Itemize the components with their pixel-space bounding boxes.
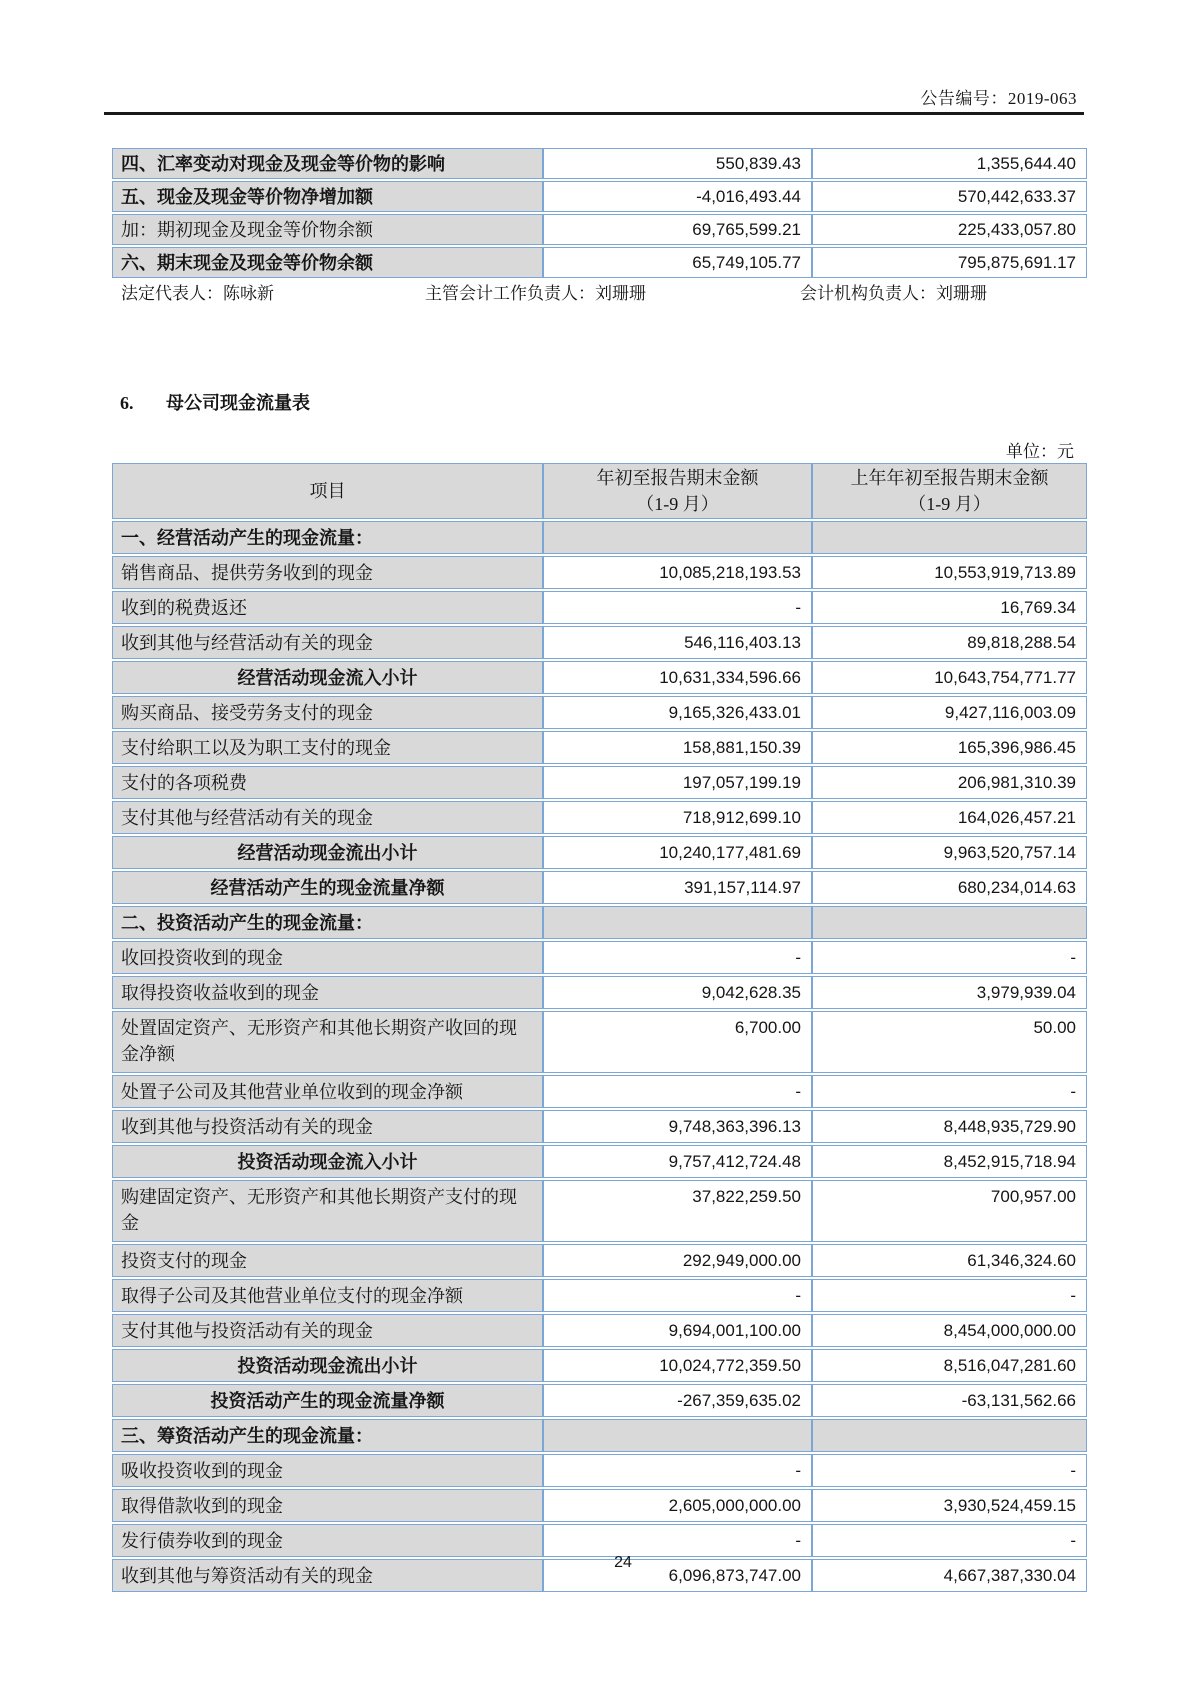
current-amount-cell <box>543 521 812 554</box>
prior-amount-cell: 680,234,014.63 <box>812 871 1087 904</box>
current-amount-cell: -267,359,635.02 <box>543 1384 812 1417</box>
prior-amount-cell: 10,643,754,771.77 <box>812 661 1087 694</box>
prior-amount-cell: 164,026,457.21 <box>812 801 1087 834</box>
legal-representative: 法定代表人：陈咏新 <box>121 284 274 303</box>
prior-amount-cell: 9,963,520,757.14 <box>812 836 1087 869</box>
prior-amount-cell: 1,355,644.40 <box>812 148 1087 179</box>
item-label-cell: 支付其他与投资活动有关的现金 <box>112 1314 543 1347</box>
prior-amount-cell: 570,442,633.37 <box>812 181 1087 212</box>
table-row <box>112 1314 1087 1347</box>
item-label-cell: 收到的税费返还 <box>112 591 543 624</box>
page-number: 24 <box>614 1554 632 1571</box>
prior-amount-cell: 165,396,986.45 <box>812 731 1087 764</box>
item-label-cell: 发行债券收到的现金 <box>112 1524 543 1557</box>
current-amount-cell <box>543 906 812 939</box>
prior-amount-cell: 8,516,047,281.60 <box>812 1349 1087 1382</box>
item-label-cell: 二、投资活动产生的现金流量： <box>112 906 543 939</box>
current-amount-cell: 10,024,772,359.50 <box>543 1349 812 1382</box>
prior-amount-cell: 8,452,915,718.94 <box>812 1145 1087 1178</box>
item-label-cell: 投资活动现金流出小计 <box>112 1349 543 1382</box>
prior-amount-cell: 3,979,939.04 <box>812 976 1087 1009</box>
item-label-cell: 支付给职工以及为职工支付的现金 <box>112 731 543 764</box>
current-amount-cell: 9,694,001,100.00 <box>543 1314 812 1347</box>
prior-amount-cell: 795,875,691.17 <box>812 247 1087 278</box>
item-label-cell: 三、筹资活动产生的现金流量： <box>112 1419 543 1452</box>
table-row <box>112 1011 1087 1073</box>
item-label-cell: 经营活动现金流入小计 <box>112 661 543 694</box>
prior-amount-cell: 61,346,324.60 <box>812 1244 1087 1277</box>
table-row <box>112 1075 1087 1108</box>
table-row <box>112 1110 1087 1143</box>
current-amount-cell: - <box>543 941 812 974</box>
current-amount-cell: 197,057,199.19 <box>543 766 812 799</box>
prior-amount-cell: 700,957.00 <box>812 1180 1087 1242</box>
item-label-cell: 经营活动现金流出小计 <box>112 836 543 869</box>
prior-amount-cell: 10,553,919,713.89 <box>812 556 1087 589</box>
prior-amount-cell: 89,818,288.54 <box>812 626 1087 659</box>
current-amount-cell: 391,157,114.97 <box>543 871 812 904</box>
prior-amount-cell: - <box>812 1524 1087 1557</box>
table-row <box>112 941 1087 974</box>
current-amount-cell: 550,839.43 <box>543 148 812 179</box>
item-label-cell: 购建固定资产、无形资产和其他长期资产支付的现金 <box>112 1180 543 1242</box>
item-label-cell: 五、现金及现金等价物净增加额 <box>112 181 543 212</box>
item-label-cell: 取得投资收益收到的现金 <box>112 976 543 1009</box>
subtotal-row <box>112 1384 1087 1417</box>
current-amount-cell: 69,765,599.21 <box>543 214 812 245</box>
prior-amount-cell: 225,433,057.80 <box>812 214 1087 245</box>
table-row <box>112 1454 1087 1487</box>
table-row <box>112 1180 1087 1242</box>
table-row <box>112 591 1087 624</box>
prior-amount-cell: 9,427,116,003.09 <box>812 696 1087 729</box>
table-row <box>112 214 1087 245</box>
item-label-cell: 支付其他与经营活动有关的现金 <box>112 801 543 834</box>
current-amount-cell: 9,165,326,433.01 <box>543 696 812 729</box>
column-header-prior: 上年年初至报告期末金额 （1-9 月） <box>812 463 1087 519</box>
current-amount-cell <box>543 1419 812 1452</box>
item-label-cell: 投资活动现金流入小计 <box>112 1145 543 1178</box>
subtotal-row <box>112 1145 1087 1178</box>
section-row <box>112 1419 1087 1452</box>
current-amount-cell: - <box>543 1075 812 1108</box>
prior-amount-cell: - <box>812 1075 1087 1108</box>
section-title: 母公司现金流量表 <box>166 393 310 413</box>
table-row <box>112 181 1087 212</box>
table-row <box>112 247 1087 278</box>
current-amount-cell: - <box>543 1279 812 1312</box>
prior-amount-cell: 4,667,387,330.04 <box>812 1559 1087 1592</box>
current-amount-cell: -4,016,493.44 <box>543 181 812 212</box>
table-row <box>112 801 1087 834</box>
table-row <box>112 556 1087 589</box>
cash-flow-table <box>112 461 1087 1594</box>
prior-amount-cell <box>812 906 1087 939</box>
table-row <box>112 1279 1087 1312</box>
prior-amount-cell <box>812 521 1087 554</box>
prior-amount-cell: - <box>812 1454 1087 1487</box>
item-label-cell: 处置子公司及其他营业单位收到的现金净额 <box>112 1075 543 1108</box>
item-label-cell: 购买商品、接受劳务支付的现金 <box>112 696 543 729</box>
section-number: 6. <box>120 393 134 413</box>
item-label-cell: 取得借款收到的现金 <box>112 1489 543 1522</box>
prior-amount-cell: - <box>812 941 1087 974</box>
table-row <box>112 731 1087 764</box>
table-row <box>112 626 1087 659</box>
current-amount-cell: 2,605,000,000.00 <box>543 1489 812 1522</box>
item-label-cell: 收到其他与筹资活动有关的现金 <box>112 1559 543 1592</box>
item-label-cell: 取得子公司及其他营业单位支付的现金净额 <box>112 1279 543 1312</box>
current-amount-cell: - <box>543 591 812 624</box>
table-row <box>112 148 1087 179</box>
prior-amount-cell: 50.00 <box>812 1011 1087 1073</box>
current-amount-cell: 37,822,259.50 <box>543 1180 812 1242</box>
prior-amount-cell: 3,930,524,459.15 <box>812 1489 1087 1522</box>
item-label-cell: 投资支付的现金 <box>112 1244 543 1277</box>
current-amount-cell: 6,700.00 <box>543 1011 812 1073</box>
chief-accounting-officer: 主管会计工作负责人：刘珊珊 <box>425 284 646 303</box>
table-row <box>112 976 1087 1009</box>
item-label-cell: 收回投资收到的现金 <box>112 941 543 974</box>
item-label-cell: 一、经营活动产生的现金流量： <box>112 521 543 554</box>
subtotal-row <box>112 661 1087 694</box>
item-label-cell: 支付的各项税费 <box>112 766 543 799</box>
column-header-current: 年初至报告期末金额 （1-9 月） <box>543 463 812 519</box>
current-amount-cell: 10,085,218,193.53 <box>543 556 812 589</box>
table-row <box>112 1524 1087 1557</box>
item-label-cell: 收到其他与经营活动有关的现金 <box>112 626 543 659</box>
prior-amount-cell <box>812 1419 1087 1452</box>
notice-number: 公告编号：2019-063 <box>920 89 1077 108</box>
subtotal-row <box>112 1349 1087 1382</box>
subtotal-row <box>112 871 1087 904</box>
current-amount-cell: 292,949,000.00 <box>543 1244 812 1277</box>
table-row <box>112 696 1087 729</box>
current-amount-cell: 718,912,699.10 <box>543 801 812 834</box>
item-label-cell: 六、期末现金及现金等价物余额 <box>112 247 543 278</box>
table-row <box>112 1489 1087 1522</box>
current-amount-cell: 6,096,873,747.00 <box>543 1559 812 1592</box>
accounting-department-head: 会计机构负责人：刘珊珊 <box>800 284 987 303</box>
unit-label: 单位：元 <box>1006 442 1074 461</box>
prior-amount-cell: 16,769.34 <box>812 591 1087 624</box>
current-amount-cell: 9,042,628.35 <box>543 976 812 1009</box>
current-amount-cell: - <box>543 1454 812 1487</box>
current-amount-cell: 10,631,334,596.66 <box>543 661 812 694</box>
item-label-cell: 收到其他与投资活动有关的现金 <box>112 1110 543 1143</box>
section-heading <box>120 389 310 415</box>
item-label-cell: 吸收投资收到的现金 <box>112 1454 543 1487</box>
item-label-cell: 经营活动产生的现金流量净额 <box>112 871 543 904</box>
table-row <box>112 1244 1087 1277</box>
prior-amount-cell: -63,131,562.66 <box>812 1384 1087 1417</box>
header-row <box>112 463 1087 519</box>
header-rule <box>104 112 1084 115</box>
item-label-cell: 销售商品、提供劳务收到的现金 <box>112 556 543 589</box>
section-row <box>112 521 1087 554</box>
prior-amount-cell: - <box>812 1279 1087 1312</box>
current-amount-cell: 9,748,363,396.13 <box>543 1110 812 1143</box>
summary-table <box>112 146 1087 280</box>
current-amount-cell: 158,881,150.39 <box>543 731 812 764</box>
current-amount-cell: 10,240,177,481.69 <box>543 836 812 869</box>
item-label-cell: 处置固定资产、无形资产和其他长期资产收回的现金净额 <box>112 1011 543 1073</box>
prior-amount-cell: 8,448,935,729.90 <box>812 1110 1087 1143</box>
table-row <box>112 766 1087 799</box>
item-label-cell: 加：期初现金及现金等价物余额 <box>112 214 543 245</box>
signature-line <box>0 279 1200 303</box>
prior-amount-cell: 206,981,310.39 <box>812 766 1087 799</box>
subtotal-row <box>112 836 1087 869</box>
item-label-cell: 投资活动产生的现金流量净额 <box>112 1384 543 1417</box>
current-amount-cell: 9,757,412,724.48 <box>543 1145 812 1178</box>
current-amount-cell: - <box>543 1524 812 1557</box>
prior-amount-cell: 8,454,000,000.00 <box>812 1314 1087 1347</box>
current-amount-cell: 65,749,105.77 <box>543 247 812 278</box>
section-row <box>112 906 1087 939</box>
column-header-item: 项目 <box>112 463 543 519</box>
current-amount-cell: 546,116,403.13 <box>543 626 812 659</box>
item-label-cell: 四、汇率变动对现金及现金等价物的影响 <box>112 148 543 179</box>
